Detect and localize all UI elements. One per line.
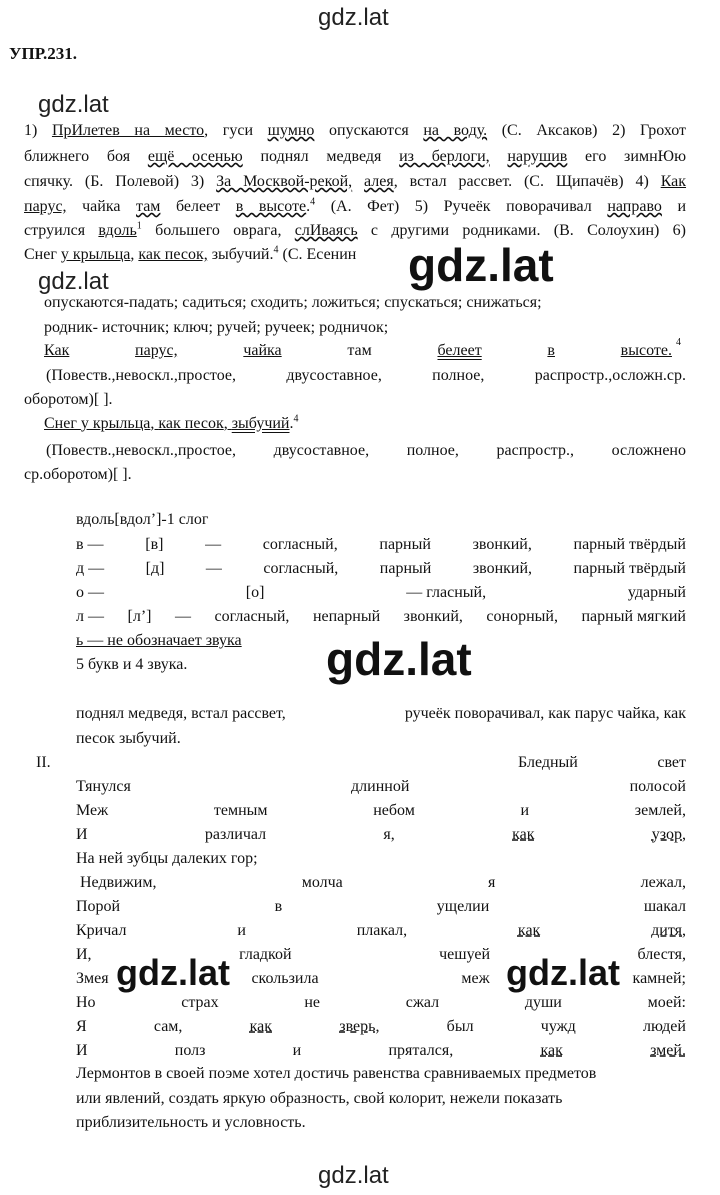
watermark-mid-left: gdz.lat — [116, 952, 230, 993]
phonetic-count: 5 букв и 4 звука. — [76, 656, 188, 673]
watermark-mid-right: gdz.lat — [506, 952, 620, 993]
analysis-2-sentence: Снег у крыльца, как песок, зыбучий.$^4$ — [44, 413, 299, 432]
synonyms-line-1: опускаются-падать; садиться; сходить; ложиться; спускаться; снижаться; — [44, 294, 542, 311]
poem-line-1: Бледный свет — [518, 754, 686, 771]
analysis-1-sentence: Как парус, чайка там белеет в высоте. — [44, 342, 672, 359]
watermark-big-2: gdz.lat — [326, 633, 472, 685]
poem-line-4: И различал я, как узор, — [76, 826, 686, 843]
poem-line-13: И полз и прятался, как змей. — [76, 1042, 686, 1059]
phrases-line-1: поднял медведя, встал рассвет, ручеёк поворачивал, как парус чайка, как — [76, 705, 686, 722]
conclusion-line-3: приблизительность и условность. — [76, 1114, 306, 1131]
analysis-1-desc-b: оборотом)[ ]. — [24, 391, 113, 408]
watermark-bottom: gdz.lat — [318, 1162, 389, 1189]
poem-line-3: Меж темным небом и землей, — [76, 802, 686, 819]
poem-line-2: Тянулся длинной полосой — [76, 778, 686, 795]
poem-line-11: Но страх не сжал души моей: — [76, 994, 686, 1011]
paragraph-line-5: струился вдоль$^1$ большего оврага, слИваясь с другими родниками. (В. Солоухин) 6) — [24, 220, 686, 239]
paragraph-line-1: 1) ПрИлетев на место, гуси шумно опускаются на воду. (С. Аксаков) 2) Грохот — [24, 122, 687, 139]
poem-line-10: Змея скользила меж камней; — [76, 970, 686, 987]
exercise-title: УПР.231. — [9, 44, 77, 63]
poem-line-8: Кричал и плакал, как дитя, — [76, 922, 686, 939]
analysis-1-desc-a: (Повеств.,невоскл.,простое, двусоставное, полное, распростр.,осложн.ср. — [46, 367, 686, 384]
conclusion-line-1: Лермонтов в своей поэме хотел достичь равенства сравниваемых предметов — [76, 1065, 597, 1082]
phonetic-row-o: о — [о] — гласный, ударный — [76, 584, 686, 601]
watermark-top: gdz.lat — [318, 4, 389, 31]
poem-line-6: Недвижим, молча я лежал, — [80, 874, 686, 891]
watermark-left-2: gdz.lat — [38, 268, 109, 295]
paragraph-line-3: спячку. (Б. Полевой) 3) За Москвой-рекой, алея, встал рассвет. (С. Щипачёв) 4) Как — [24, 173, 687, 190]
poem-line-9: И, гладкой чешуей блестя, — [76, 946, 686, 963]
paragraph-line-6: Снег у крыльца, как песок, зыбучий.$^4$ (С. Есенин — [24, 244, 357, 263]
analysis-2-desc-b: ср.оборотом)[ ]. — [24, 466, 132, 483]
phonetic-soft-sign: ь — не обозначает звука — [76, 632, 242, 649]
watermark-big-1: gdz.lat — [408, 239, 554, 291]
watermark-left-1: gdz.lat — [38, 91, 109, 118]
conclusion-line-2: или явлений, создать яркую образность, свой колорит, нежели показать — [76, 1090, 563, 1107]
phonetic-header: вдоль[вдол’]-1 слог — [76, 511, 209, 528]
phonetic-row-d: д — [д] — согласный, парный звонкий, парный твёрдый — [76, 560, 686, 577]
analysis-1-sup: 4 — [676, 337, 681, 348]
paragraph-line-2: ближнего боя ещё осенью поднял медведя из берлоги, нарушив его зимнЮю — [24, 148, 687, 165]
poem-label: II. — [36, 754, 51, 771]
phonetic-row-l: л — [л’] — согласный, непарный звонкий, сонорный, парный мягкий — [76, 608, 686, 625]
phrases-line-2: песок зыбучий. — [76, 730, 181, 747]
poem-line-7: Порой в ущелии шакал — [76, 898, 686, 915]
paragraph-line-4: парус, чайка там белеет в высоте.$^4$ (А. Фет) 5) Ручеёк поворачивал направо и — [24, 196, 687, 215]
poem-line-5: На ней зубцы далеких гор; — [76, 850, 258, 867]
analysis-2-desc-a: (Повеств.,невоскл.,простое, двусоставное, полное, распростр., осложнено — [46, 442, 686, 459]
synonyms-line-2: родник- источник; ключ; ручей; ручеек; родничок; — [44, 319, 389, 336]
poem-line-12: Я сам, как зверь, был чужд людей — [76, 1018, 686, 1035]
phonetic-row-v: в — [в] — согласный, парный звонкий, парный твёрдый — [76, 536, 686, 553]
